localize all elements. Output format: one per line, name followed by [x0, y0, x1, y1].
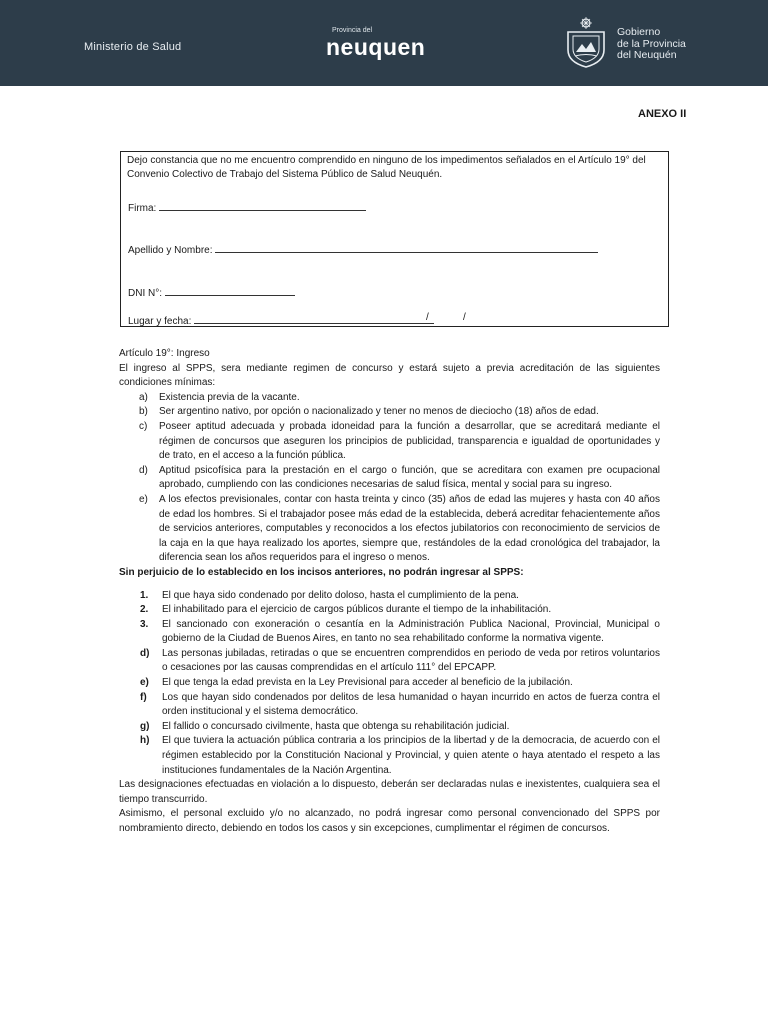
list-item	[119, 391, 660, 406]
name-label: Apellido y Nombre:	[128, 245, 213, 256]
closing-paragraph-2: Asimismo, el personal excluido y/o no alcanzado, no podrá ingresar como personal convencionado del SPPS por nombramiento directo, debiendo en todos los casos y sin excepciones, cumplimentar el régimen de concursos.	[119, 808, 660, 834]
list-item	[119, 734, 660, 778]
list-item	[119, 720, 660, 735]
dni-label: DNI N°:	[128, 288, 162, 299]
list-item-text: A los efectos previsionales, contar con hasta treinta y cinco (35) años de edad las mujeres y hasta con 40 años de edad los hombres. Si el trabajador posee más edad de la establecida, deberá acreditar fehacientemente años de servicios anteriores, computables y reconocidos a los efectos jubilatorios con reconocimiento de servicios de la caja en la que haya realizado los aportes, siempre que, restándoles de la edad cronológica del trabajador, la diferencia sean los años requeridos para el ingreso o menos.	[159, 493, 660, 564]
list-marker: d)	[140, 647, 150, 659]
list-item	[119, 691, 660, 720]
signature-row	[128, 200, 366, 214]
dni-line[interactable]	[165, 285, 295, 296]
list-marker: e)	[140, 677, 149, 689]
list-item-text: Aptitud psicofísica para la prestación en el cargo o función, que se acreditara con examen pre ocupacional aprobado, cumpliendo con las condiciones necesarias de salud física, mental y social para su ingreso.	[159, 464, 660, 491]
logo-province-text: Provincia del	[332, 27, 373, 34]
list-marker: g)	[140, 720, 150, 732]
list-marker: b)	[139, 406, 148, 418]
list-item	[119, 589, 660, 604]
restrictions-list	[119, 589, 660, 779]
ministry-label: Ministerio de Salud	[84, 41, 182, 53]
provincial-shield-icon	[563, 16, 609, 68]
article-intro: El ingreso al SPPS, sera mediante regimen de concurso y estará sujeto a previa acreditación de las siguientes condiciones mínimas:	[119, 362, 660, 389]
list-item	[119, 493, 660, 566]
list-item	[119, 603, 660, 618]
list-marker: 3.	[140, 618, 149, 630]
dni-row	[128, 285, 295, 299]
list-item-text: Las personas jubiladas, retiradas o que se encuentren comprendidos en periodo de veda por retiros voluntarios o cesaciones por las causas comprendidas en el artículo 111° del EPCAPP.	[162, 647, 660, 674]
name-row	[128, 242, 598, 256]
article-title: Artículo 19°: Ingreso	[119, 348, 210, 359]
government-line-3: del Neuquén	[617, 49, 677, 61]
list-item	[119, 618, 660, 647]
government-line-1: Gobierno	[617, 26, 661, 38]
name-line[interactable]	[215, 242, 598, 253]
list-item-text: Ser argentino nativo, por opción o nacionalizado y tener no menos de dieciocho (18) años de edad.	[159, 406, 599, 418]
government-label	[617, 27, 686, 62]
place-date-label: Lugar y fecha:	[128, 316, 192, 327]
place-date-line[interactable]	[194, 313, 390, 324]
list-marker: d)	[139, 464, 148, 476]
date-separator-2: /	[463, 312, 466, 323]
declaration-form-box	[120, 151, 669, 327]
list-marker: 1.	[140, 589, 149, 601]
list-item	[119, 647, 660, 676]
list-item	[119, 464, 660, 493]
list-item-text: El sancionado con exoneración o cesantía en la Administración Publica Nacional, Provincial, Municipal o gobierno de la Ciudad de Buenos Aires, en tanto no sea rehabilitado conforme la normativa vigente.	[162, 618, 660, 645]
declaration-text: Dejo constancia que no me encuentro comprendido en ninguno de los impedimentos señalados en el Artículo 19° del Convenio Colectivo de Trabajo del Sistema Público de Salud Neuquén.	[127, 155, 646, 180]
closing-paragraph-1: Las designaciones efectuadas en violación a lo dispuesto, deberán ser declaradas nulas e inexistentes, cualquiera sea el tiempo transcurrido.	[119, 779, 660, 805]
list-marker: f)	[140, 691, 147, 703]
date-separator-1: /	[426, 312, 429, 323]
conditions-list	[119, 391, 660, 566]
restrictions-title: Sin perjuicio de lo establecido en los incisos anteriores, no podrán ingresar al SPPS:	[119, 566, 524, 578]
list-item-text: El inhabilitado para el ejercicio de cargos públicos durante el tiempo de la inhabilitación.	[162, 604, 552, 616]
list-item-text: El que haya sido condenado por delito doloso, hasta el cumplimiento de la pena.	[162, 589, 519, 601]
government-line-2: de la Provincia	[617, 37, 686, 50]
list-marker: h)	[140, 735, 150, 747]
signature-label: Firma:	[128, 203, 157, 214]
list-item-text: El que tuviera la actuación pública contraria a los principios de la libertad y de la democracia, de acuerdo con el régimen establecido por la Constitución Nacional y Provincial, y quien atente o haya atentado el respeto a las instituciones fundamentales de la Nación Argentina.	[162, 735, 660, 776]
date-month-line[interactable]	[390, 313, 420, 324]
neuquen-logo	[322, 27, 447, 67]
page-header	[0, 0, 768, 86]
list-item-text: El fallido o concursado civilmente, hasta que obtenga su rehabilitación judicial.	[162, 720, 510, 732]
list-item	[119, 405, 660, 420]
article-body	[119, 347, 660, 837]
list-item-text: Los que hayan sido condenados por delitos de lesa humanidad o hayan incurrido en actos de fuerza contra el orden institucional y el sistema democrático.	[162, 691, 660, 718]
list-marker: 2.	[140, 604, 149, 616]
logo-brand-text: neuquen	[326, 34, 426, 60]
list-item-text: Existencia previa de la vacante.	[159, 391, 300, 403]
signature-line[interactable]	[159, 200, 366, 211]
list-item	[119, 676, 660, 691]
annex-title: ANEXO II	[638, 108, 687, 120]
list-marker: a)	[139, 391, 148, 403]
list-item-text: El que tenga la edad prevista en la Ley Previsional para acceder al beneficio de la jubilación.	[162, 677, 573, 689]
list-item	[119, 420, 660, 464]
list-marker: e)	[139, 493, 148, 505]
list-item-text: Poseer aptitud adecuada y probada idoneidad para la función a desarrollar, que se acreditará mediante el régimen de concursos que aseguren los principios de publicidad, transparencia e igualdad de oportunidades y de trato, en el acceso a la función pública.	[159, 420, 660, 462]
list-marker: c)	[139, 420, 148, 432]
place-date-row	[128, 313, 434, 327]
